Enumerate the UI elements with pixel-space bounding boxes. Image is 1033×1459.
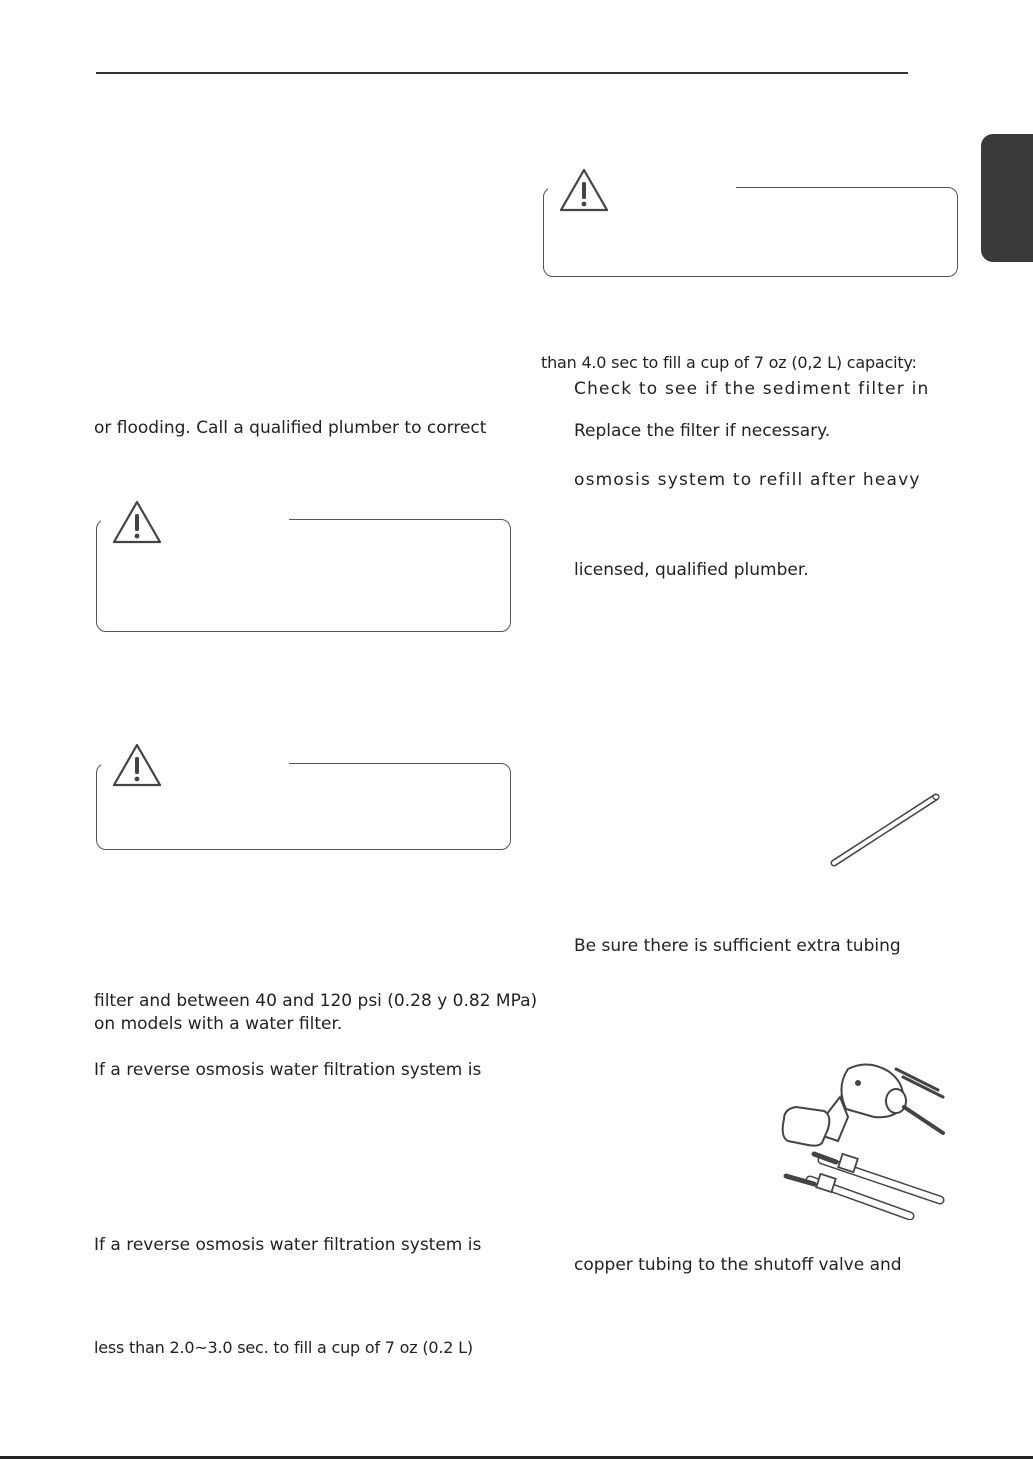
text-line-models-filter: on models with a water filter.: [94, 1014, 343, 1034]
text-line-osmosis: osmosis system to refill after heavy: [574, 470, 921, 490]
text-line-replace: Replace the filter if necessary.: [574, 421, 831, 441]
warning-triangle-icon: [111, 499, 163, 545]
text-line-ro-1: If a reverse osmosis water filtration system is: [94, 1060, 482, 1080]
section-tab: [981, 134, 1033, 262]
text-line-copper: copper tubing to the shutoff valve and: [574, 1255, 902, 1275]
header-rule: [96, 72, 908, 74]
text-line-fill-cup: less than 2.0~3.0 sec. to fill a cup of 7 oz (0.2 L): [94, 1338, 473, 1357]
compression-fittings-illustration: [780, 1150, 945, 1220]
text-line-pressure-filter: filter and between 40 and 120 psi (0.28 y 0.82 MPa): [94, 991, 538, 1011]
text-line-ro-2: If a reverse osmosis water filtration system is: [94, 1235, 482, 1255]
text-line-plumber: licensed, qualified plumber.: [574, 560, 809, 580]
text-line-flooding: or flooding. Call a qualified plumber to correct: [94, 418, 487, 438]
warning-triangle-icon: [558, 167, 610, 213]
drill-illustration: [778, 1057, 948, 1147]
tube-illustration: [826, 791, 946, 871]
text-line-tubing: Be sure there is sufficient extra tubing: [574, 936, 901, 956]
text-line-sediment: Check to see if the sediment filter in: [574, 379, 930, 399]
text-line-capacity: than 4.0 sec to fill a cup of 7 oz (0,2 L) capacity:: [541, 353, 917, 372]
warning-triangle-icon: [111, 742, 163, 788]
